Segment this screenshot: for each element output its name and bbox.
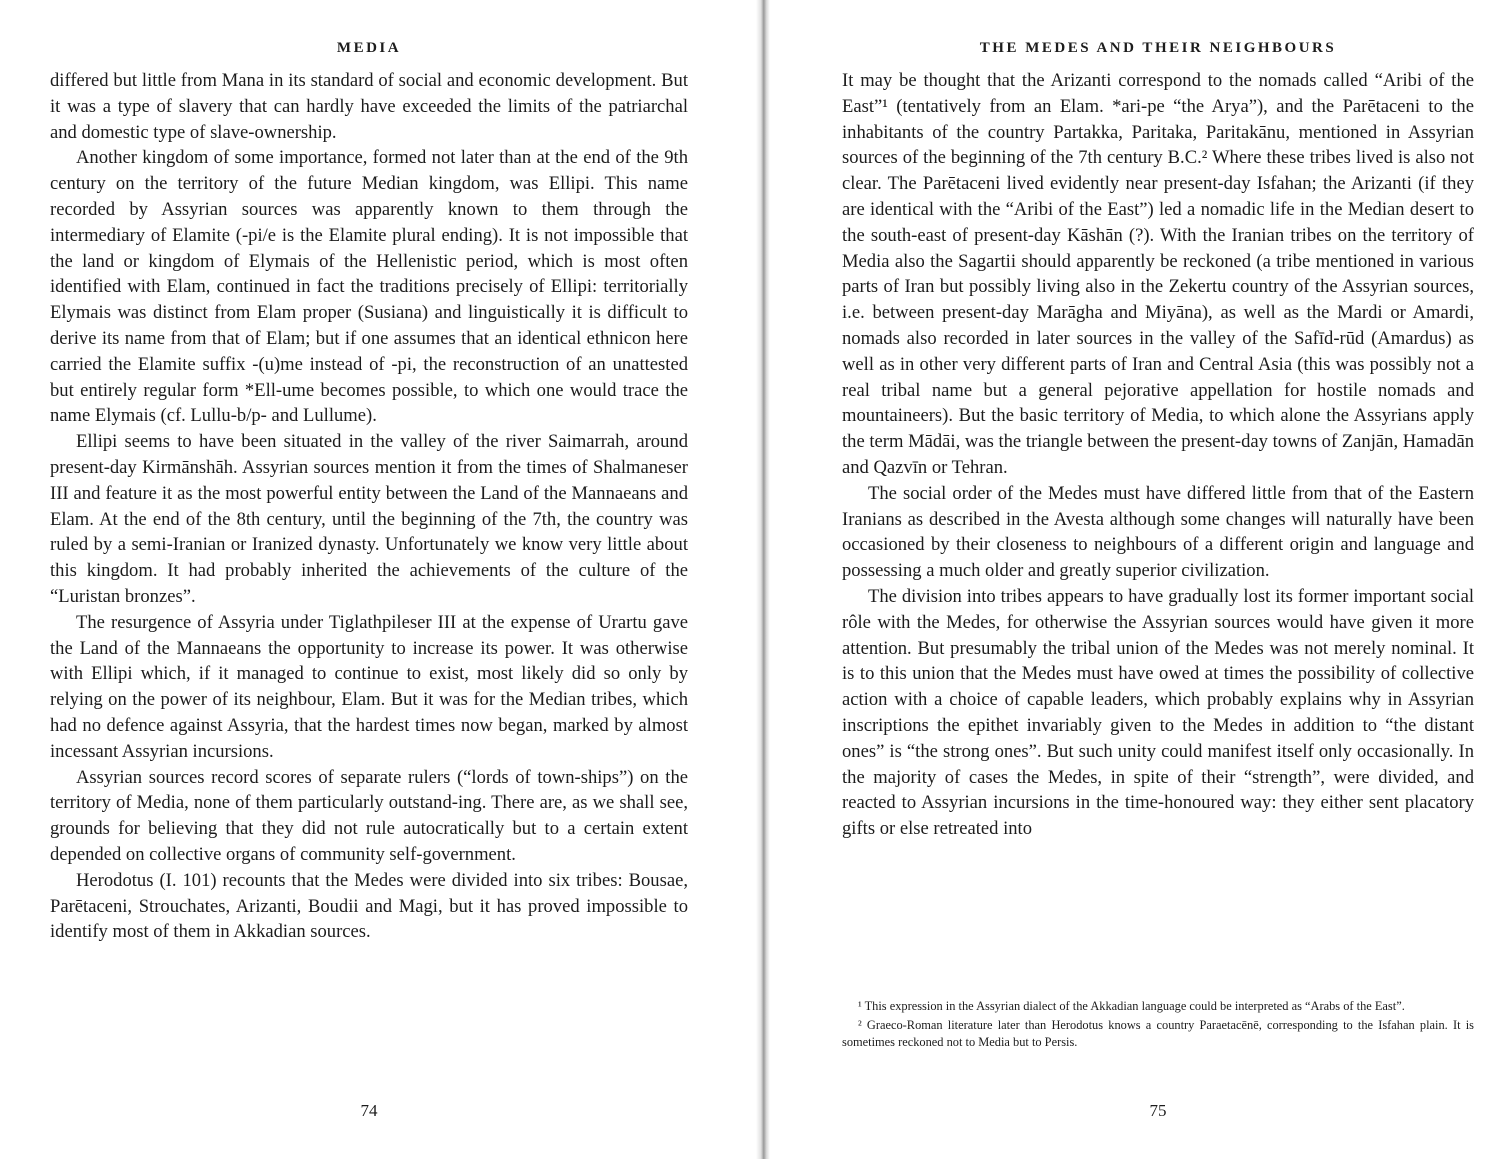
footnotes	[842, 998, 1474, 1053]
page-number: 74	[360, 1101, 378, 1120]
running-head: THE MEDES AND THEIR NEIGHBOURS	[979, 40, 1337, 56]
footnote: ¹ This expression in the Assyrian dialect of the Akkadian language could be interpreted as “Arabs of the East”.	[858, 999, 1405, 1013]
page-number: 75	[1149, 1101, 1167, 1120]
paragraph: Ellipi seems to have been situated in the valley of the river Saimarrah, around present-day Kirmānshāh. Assyrian sources mention it from the times of Shalmaneser III and feature it as the most powerful entity between the Land of the Mannaeans and Elam. At the end of the 8th century, until the beginning of the 7th, the country was ruled by a semi-Iranian or Iranized dynasty. Unfortunately we know very little about this kingdom. It had probably inherited the achievements of the culture of the “Luristan bronzes”.	[50, 431, 688, 607]
paragraph: It may be thought that the Arizanti correspond to the nomads called “Aribi of the East”¹ (tentatively from an Elam. *ari-pe “the Arya”), and the Parētaceni to the inhabitants of the country Partakka, Paritaka, Paritakānu, mentioned in Assyrian sources of the beginning of the 7th century B.C.² Where these tribes lived is also not clear. The Parētaceni lived evidently near present-day Isfahan; the Arizanti (if they are identical with the “Aribi of the East”) led a nomadic life in the Median desert to the south-east of present-day Kāshān (?). With the Iranian tribes on the territory of Media also the Sagartii should apparently be reckoned (a tribe mentioned in various parts of Iran but possibly living also in the Zekertu country of the Assyrian sources, i.e. between present-day Marāgha and Miyāna), as well as the Mardi or Amardi, nomads also recorded in later sources in the valley of the Safīd-rūd (Amardus) as well as in other very different parts of Iran and Central Asia (this was possibly not a real tribal name but a general pejorative appellation for hostile nomads and mountaineers). But the basic territory of Media, to which alone the Assyrians apply the term Mādāi, was the triangle between the present-day towns of Zanjān, Hamadān and Qazvīn or Tehran.	[842, 70, 1474, 478]
footnote: ² Graeco-Roman literature later than Herodotus knows a country Paraetacēnē, corresponding to the Isfahan plain. It is sometimes reckoned not to Media but to Persis.	[842, 1018, 1474, 1049]
paragraph: The social order of the Medes must have differed little from that of the Eastern Iranians as described in the Avesta although some changes will naturally have been occasioned by their closeness to neighbours of a different origin and language and possessing a much older and greatly superior civilization.	[842, 482, 1474, 582]
paragraph: Assyrian sources record scores of separate rulers (“lords of town-ships”) on the territory of Media, none of them particularly outstand-ing. There are, as we shall see, grounds for believing that they did not rule autocratically but to a certain extent depended on collective organs of community self-government.	[50, 766, 688, 865]
paragraph: differed but little from Mana in its standard of social and economic development. But it was a type of slavery that can hardly have exceeded the limits of the patriarchal and domestic type of slave-ownership.	[50, 70, 688, 143]
book-gutter	[756, 0, 770, 1159]
right-page	[842, 0, 1474, 1159]
page-body	[50, 68, 688, 945]
paragraph: Another kingdom of some importance, formed not later than at the end of the 9th century on the territory of the future Median kingdom, was Ellipi. This name recorded by Assyrian sources was apparently known to them through the intermediary of Elamite (-pi/e is the Elamite plural ending). It is not impossible that the land or kingdom of Elymais of the Hellenistic period, which is most often identified with Elam, continued in fact the traditions precisely of Ellipi: territorially Elymais was distinct from Elam proper (Susiana) and linguistically it is difficult to derive its name from that of Elam; but if one assumes that an identical ethnicon here carried the Elamite suffix -(u)me instead of -pi, the reconstruction of an unattested but entirely regular form *Ell-ume becomes possible, to which one would trace the name Elymais (cf. Lullu-b/p- and Lullume).	[50, 147, 688, 427]
paragraph: The resurgence of Assyria under Tiglathpileser III at the expense of Urartu gave the Land of the Mannaeans the opportunity to increase its power. It was otherwise with Ellipi which, if it managed to continue to exist, most likely did so only by relying on the power of its neighbour, Elam. But it was for the Median tribes, which had no defence against Assyria, that the hardest times now began, marked by almost incessant Assyrian incursions.	[50, 611, 688, 762]
page-body	[842, 68, 1474, 842]
paragraph: The division into tribes appears to have gradually lost its former important social rôle with the Medes, for otherwise the Assyrian sources would have given it more attention. But presumably the tribal union of the Medes was not merely nominal. It is to this union that the Medes must have owed at times the possibility of collective action with a choice of capable leaders, which probably explains why in Assyrian inscriptions the epithet invariably given to the Medes in addition to “the distant ones” is “the strong ones”. But such unity could manifest itself only occasionally. In the majority of cases the Medes, in spite of their “strength”, were divided, and reacted to Assyrian incursions in the time-honoured way: they either sent placatory gifts or else retreated into	[842, 585, 1474, 840]
left-page	[50, 0, 688, 1159]
paragraph: Herodotus (I. 101) recounts that the Medes were divided into six tribes: Bousae, Parētaceni, Strouchates, Arizanti, Boudii and Magi, but it has proved impossible to identify most of them in Akkadian sources.	[50, 869, 688, 943]
running-head: MEDIA	[336, 40, 402, 56]
